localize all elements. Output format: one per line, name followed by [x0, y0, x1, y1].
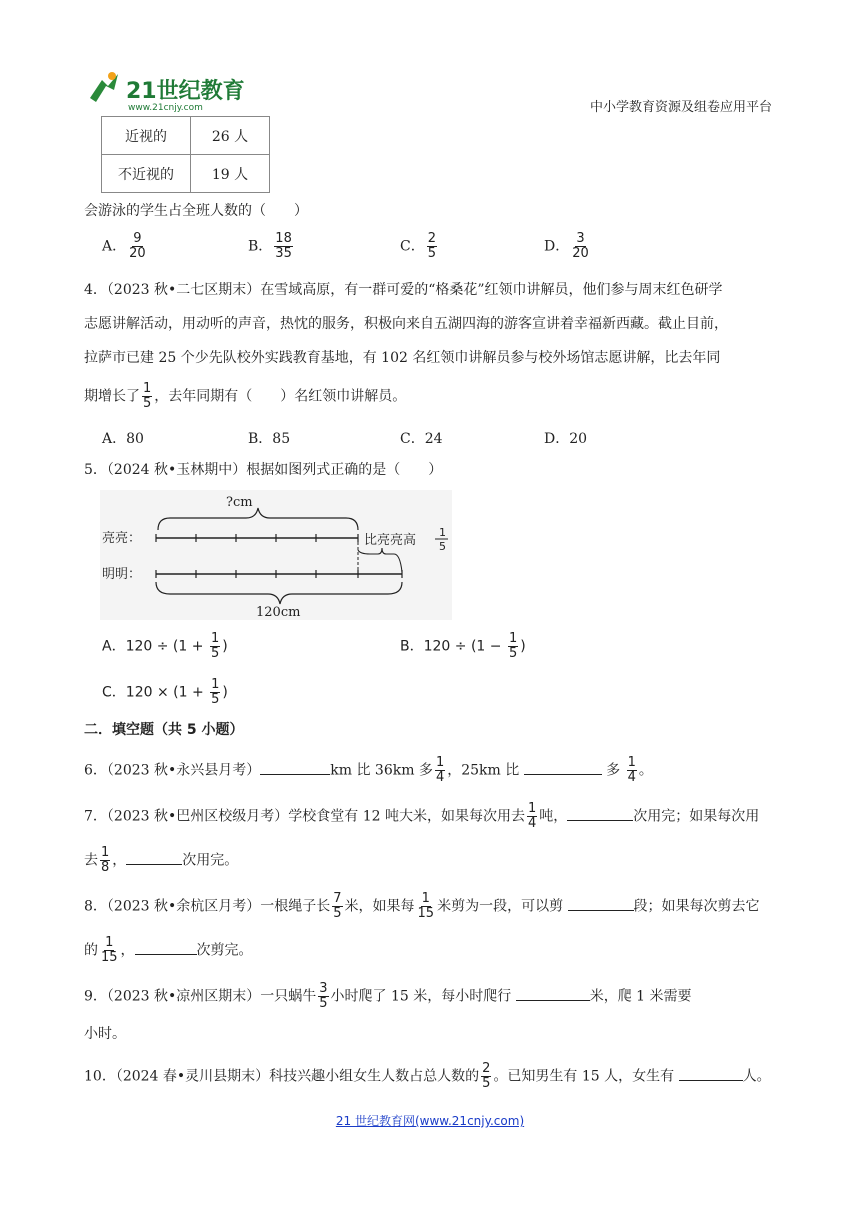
q4-line: 4．（2023 秋•二七区期末）在雪域高原，有一群可爱的“格桑花”红领巾讲解员，他们参与周末红色研学	[84, 282, 723, 298]
answer-blank[interactable]	[126, 848, 182, 865]
diagram-row2-label: 明明：	[102, 567, 142, 582]
q3-prompt: 会游泳的学生占全班人数的（ ）	[84, 203, 308, 219]
diagram-side-den: 5	[439, 540, 446, 553]
diagram-side-num: 1	[439, 526, 446, 539]
q4-line: 拉萨市已建 25 个少先队校外实践教育基地，有 102 名红领巾讲解员参与校外场馆志愿讲解，比去年同	[84, 350, 721, 366]
q5-option-a[interactable]: A．120 ÷ (1 + $\frac{1}{5}$ )	[102, 631, 228, 661]
q5-option-b[interactable]: B．120 ÷ (1 − $\frac{1}{5}$ )	[400, 631, 526, 661]
q5-option-c[interactable]: C．120 × (1 + $\frac{1}{5}$ )	[102, 677, 228, 707]
footer-link[interactable]: 21 世纪教育网(www.21cnjy.com)	[335, 1114, 525, 1128]
q4-option-c[interactable]: C．24	[400, 431, 443, 447]
table-cell: 26 人	[191, 117, 270, 155]
q7-cont: 去 $\frac{1}{8}$ ， 次用完。	[84, 845, 239, 875]
diagram-side-label: 比亮亮高	[364, 533, 417, 548]
q4-option-d[interactable]: D．20	[544, 431, 588, 447]
q9: 9．（2023 秋•凉州区期末）一只蜗牛 $\frac{3}{5}$ 小时爬了 15 米，每小时爬行 米，爬 1 米需要	[84, 981, 692, 1011]
table-row	[102, 155, 270, 193]
q5-prompt: 5．（2024 秋•玉林期中）根据如图列式正确的是（ ）	[84, 462, 443, 478]
q7: 7．（2023 秋•巴州区校级月考）学校食堂有 12 吨大米，如果每次用去 $\frac{1}{4}$ 吨， 次用完；如果每次用	[84, 801, 760, 831]
answer-blank[interactable]	[135, 938, 197, 955]
q10: 10．（2024 春•灵川县期末）科技兴趣小组女生人数占总人数的 $\frac{2}{5}$ 。已知男生有 15 人，女生有 人。	[84, 1061, 771, 1091]
q6: 6．（2023 秋•永兴县月考） km 比 36km 多 $\frac{1}{4}$ ，25km 比 多 $\frac{1}{4}$ 。	[84, 755, 653, 785]
logo-text: 21世纪教育	[126, 79, 245, 104]
q3-option-c[interactable]: C． $\frac{2}{5}$	[400, 231, 436, 261]
q9-cont: 小时。	[84, 1026, 126, 1042]
diagram-top-label: ?cm	[226, 495, 253, 510]
q8: 8．（2023 秋•余杭区月考）一根绳子长 $\frac{7}{5}$ 米，如果每 $\frac{1}{15}$ 米剪为一段，可以剪 段；如果每次剪去它	[84, 891, 760, 921]
diagram-bottom-label: 120cm	[256, 605, 301, 620]
table-cell: 近视的	[102, 117, 191, 155]
q4-line: 期增长了 $\frac{1}{5}$ ，去年同期有（ ）名红领巾讲解员。	[84, 381, 407, 411]
q4-option-b[interactable]: B．85	[248, 431, 291, 447]
answer-blank[interactable]	[516, 984, 590, 1001]
section-heading: 二．填空题（共 5 小题）	[84, 722, 244, 738]
answer-blank[interactable]	[568, 894, 634, 911]
answer-blank[interactable]	[567, 804, 633, 821]
answer-blank[interactable]	[524, 758, 602, 775]
q8-cont: 的 $\frac{1}{15}$ ， 次剪完。	[84, 935, 253, 965]
diagram-row1-label: 亮亮：	[102, 531, 142, 546]
answer-blank[interactable]	[679, 1064, 743, 1081]
table-row	[102, 117, 270, 155]
segment-diagram	[100, 490, 452, 620]
q3-option-b[interactable]: B． $\frac{18}{35}$	[248, 231, 292, 261]
table-cell: 19 人	[191, 155, 270, 193]
q3-option-a[interactable]: A． $\frac{9}{20}$	[102, 231, 146, 261]
logo-subtext: www.21cnjy.com	[128, 103, 203, 113]
q4-option-a[interactable]: A．80	[102, 431, 144, 447]
q3-option-d[interactable]: D． $\frac{3}{20}$	[544, 231, 589, 261]
vision-table	[101, 116, 270, 193]
table-cell: 不近视的	[102, 155, 191, 193]
q4-line: 志愿讲解活动，用动听的声音，热忱的服务，积极向来自五湖四海的游客宣讲着幸福新西藏。截止目前，	[84, 316, 728, 332]
platform-name: 中小学教育资源及组卷应用平台	[589, 100, 772, 115]
answer-blank[interactable]	[260, 758, 330, 775]
